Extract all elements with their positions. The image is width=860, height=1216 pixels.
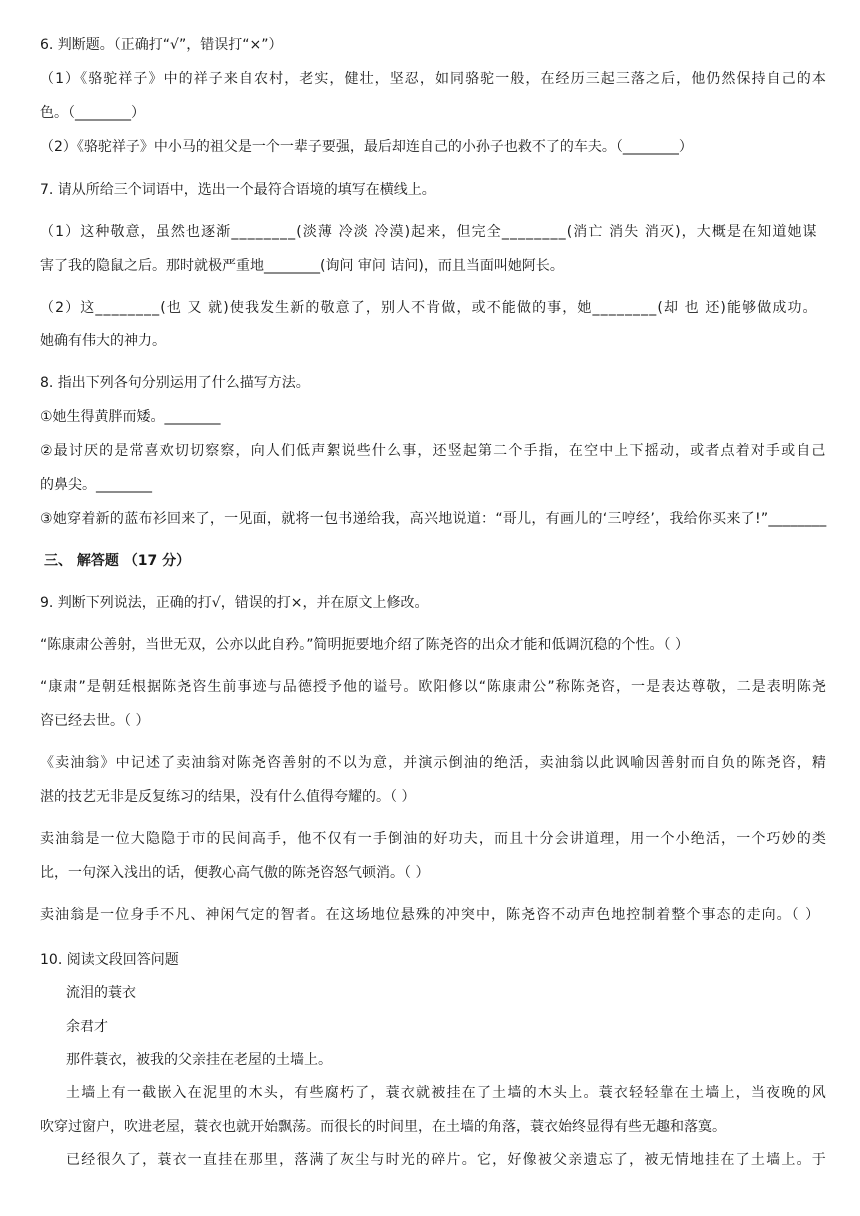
q8-item1: ①她生得黄胖而矮。________ [40,409,221,425]
q9-title: 9. 判断下列说法，正确的打√，错误的打×，并在原文上修改。 [40,595,429,611]
article-title: 流泪的蓑衣 [66,985,136,1001]
q7-item1-line1: （1）这种敬意，虽然也逐渐________(淡薄 冷淡 冷漠)起来，但完全________(消亡 消失 消灭)，大概是在知道她谋 [40,224,818,240]
q9-item4-line1: 卖油翁是一位大隐隐于市的民间高手，他不仅有一手倒油的好功夫，而且十分会讲道理，用一个小绝活，一个巧妙的类 [40,831,827,847]
q7-item2-line1: （2）这________(也 又 就)使我发生新的敬意了，别人不肯做，或不能做的事，她________(却 也 还)能够做成功。 [40,300,818,316]
q7-item1-line2: 害了我的隐鼠之后。那时就极严重地________(询问 审问 诘问)，而且当面叫她阿长。 [40,258,564,274]
q8-item2-line1: ②最讨厌的是常喜欢切切察察，向人们低声絮说些什么事，还竖起第二个手指，在空中上下摇动，或者点着对手或自己 [40,443,827,459]
q8-item2-line2: 的鼻尖。________ [40,477,152,493]
q8-title: 8. 指出下列各句分别运用了什么描写方法。 [40,375,310,391]
q6-item1-line2: 色。（________） [40,105,145,121]
q10-title: 10. 阅读文段回答问题 [40,952,179,968]
section3-heading: 三、 解答题 （17 分） [44,553,191,569]
q9-item4-line2: 比，一句深入浅出的话，便教心高气傲的陈尧咨怒气顿消。（ ） [40,865,430,881]
q6-item2: （2）《骆驼祥子》中小马的祖父是一个一辈子要强，最后却连自己的小孙子也救不了的车夫。（________） [40,139,693,155]
article-para2-line1: 土墙上有一截嵌入在泥里的木头，有些腐朽了，蓑衣就被挂在了土墙的木头上。蓑衣轻轻靠在土墙上，当夜晚的风 [66,1085,827,1101]
q9-item2-line1: “康肃”是朝廷根据陈尧咨生前事迹与品德授予他的谥号。欧阳修以“陈康肃公”称陈尧咨，一是表达尊敬，二是表明陈尧 [40,679,828,695]
article-para2-line2: 吹穿过窗户，吹进老屋，蓑衣也就开始飘荡。而很长的时间里，在土墙的角落，蓑衣始终显得有些无趣和落寞。 [40,1119,726,1135]
article-para3-line1: 已经很久了，蓑衣一直挂在那里，落满了灰尘与时光的碎片。它，好像被父亲遗忘了，被无情地挂在了土墙上。于 [66,1152,827,1168]
q8-item3: ③她穿着新的蓝布衫回来了，一见面，就将一包书递给我，高兴地说道：“哥儿，有画儿的‘三哼经’，我给你买来了!”________ [40,511,827,527]
q9-item3-line2: 湛的技艺无非是反复练习的结果，没有什么值得夸耀的。（ ） [40,789,416,805]
q9-item2-line2: 咨已经去世。（ ） [40,713,150,729]
q9-item5: 卖油翁是一位身手不凡、神闲气定的智者。在这场地位悬殊的冲突中，陈尧咨不动声色地控制着整个事态的走向。（ ） [40,907,821,923]
q6-item1-line1: （1）《骆驼祥子》中的祥子来自农村，老实，健壮，坚忍，如同骆驼一般，在经历三起三落之后，他仍然保持自己的本 [40,71,827,87]
article-para1: 那件蓑衣，被我的父亲挂在老屋的土墙上。 [66,1052,332,1068]
q9-item3-line1: 《卖油翁》中记述了卖油翁对陈尧咨善射的不以为意，并演示倒油的绝活，卖油翁以此讽喻因善射而自负的陈尧咨，精 [40,755,827,771]
q7-item2-line2: 她确有伟大的神力。 [40,333,166,349]
q9-item1: “陈康肃公善射，当世无双，公亦以此自矜。”简明扼要地介绍了陈尧咨的出众才能和低调沉稳的个性。（ ） [40,637,689,653]
q6-title: 6. 判断题。（正确打“√”，错误打“×”） [40,37,283,53]
q7-title: 7. 请从所给三个词语中，选出一个最符合语境的填写在横线上。 [40,182,436,198]
article-author: 余君才 [66,1019,108,1035]
